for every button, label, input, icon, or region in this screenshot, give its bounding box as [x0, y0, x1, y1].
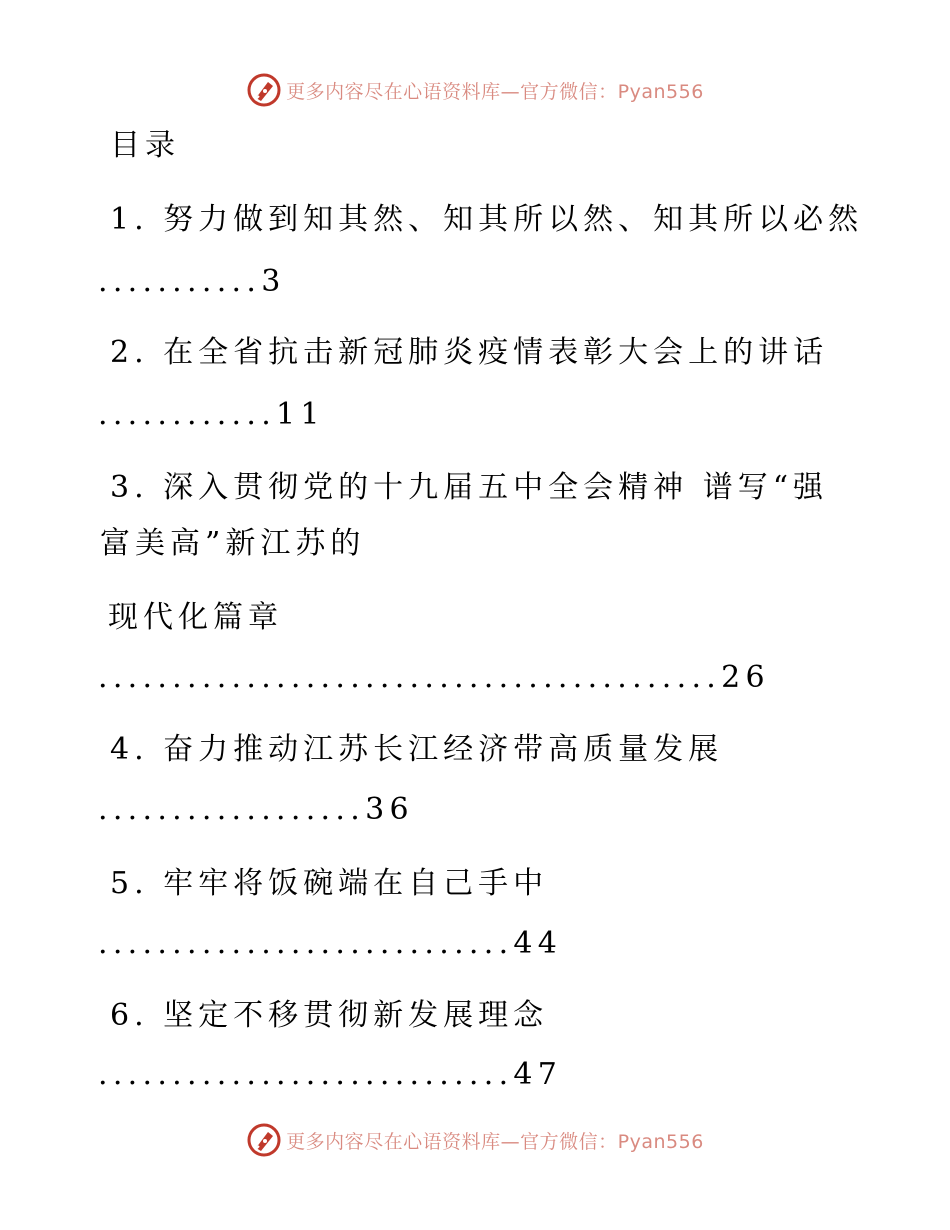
toc-entry-3-title-line-3: 现代化篇章 [108, 600, 283, 635]
toc-entry-4-title: 4. 奋力推动江苏长江经济带高质量发展 [110, 732, 724, 767]
header-banner [0, 70, 950, 110]
toc-entry-5-dots: ............................ [98, 926, 514, 961]
toc-entry-2-leader [98, 395, 325, 435]
toc-entry-2-title: 2. 在全省抗击新冠肺炎疫情表彰大会上的讲话 [110, 335, 829, 370]
toc-entry-4-leader [98, 790, 414, 830]
toc-entry-1-leader [98, 262, 286, 302]
toc-entry-5-leader [98, 924, 562, 964]
toc-entry-3-leader [98, 658, 770, 698]
pen-nib-logo-icon [246, 72, 282, 108]
toc-entry-3-dots: .......................................... [98, 660, 722, 695]
toc-entry-2-dots: ............ [98, 397, 277, 432]
footer-banner [0, 1120, 950, 1160]
toc-entry-4-page: 36 [365, 792, 414, 827]
toc-entry-6-dots: ............................ [98, 1057, 514, 1092]
toc-entry-3-page: 26 [721, 660, 770, 695]
toc-entry-3-title-line-1: 3. 深入贯彻党的十九届五中全会精神 谱写“强 [110, 470, 829, 505]
toc-entry-5-title: 5. 牢牢将饭碗端在自己手中 [110, 866, 549, 901]
banner-text: 更多内容尽在心语资料库—官方微信：Pyan556 [286, 80, 704, 103]
pen-nib-logo-icon [246, 1122, 282, 1158]
toc-entry-5-page: 44 [513, 926, 563, 961]
toc-entry-1-dots: ........... [98, 264, 262, 299]
toc-entry-4-dots: .................. [98, 792, 366, 827]
toc-entry-6-page: 47 [513, 1057, 563, 1092]
banner-text: 更多内容尽在心语资料库—官方微信：Pyan556 [286, 1130, 704, 1153]
toc-entry-6-title: 6. 坚定不移贯彻新发展理念 [110, 998, 549, 1033]
toc-heading: 目录 [110, 128, 180, 163]
toc-entry-6-leader [98, 1055, 562, 1095]
toc-entry-3-title-line-2: 富美高”新江苏的 [100, 526, 366, 561]
toc-entry-1-page: 3 [261, 264, 286, 299]
toc-entry-2-page: 11 [276, 397, 325, 432]
toc-entry-1-title: 1. 努力做到知其然、知其所以然、知其所以必然 [110, 202, 864, 237]
